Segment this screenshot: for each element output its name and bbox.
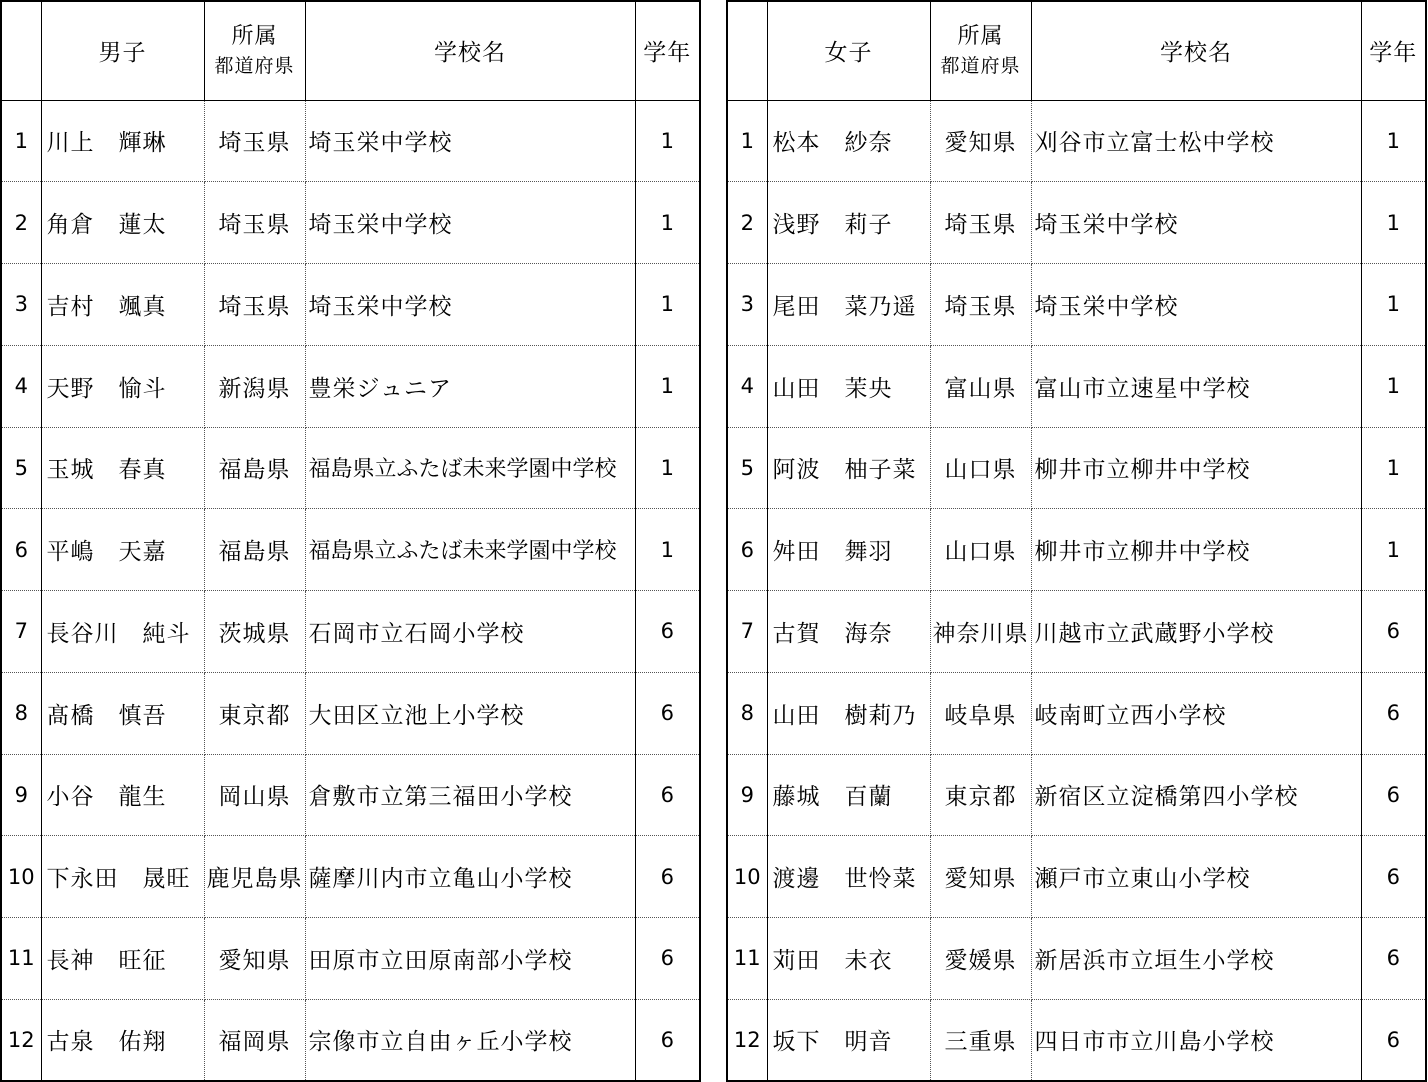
prefecture-header-bottom: 都道府県 bbox=[940, 54, 1021, 77]
prefecture-cell: 山口県 bbox=[930, 427, 1031, 509]
name-cell: 玉城 春真 bbox=[41, 427, 204, 509]
name-cell: 古賀 海奈 bbox=[767, 591, 930, 673]
rank-cell: 1 bbox=[1, 100, 41, 182]
girls-header-label: 女子 bbox=[767, 1, 930, 100]
name-cell: 古泉 佑翔 bbox=[41, 999, 204, 1081]
name-cell: 吉村 颯真 bbox=[41, 264, 204, 346]
table-row bbox=[727, 836, 1426, 918]
table-row bbox=[727, 427, 1426, 509]
grade-cell: 1 bbox=[635, 345, 700, 427]
school-cell: 川越市立武蔵野小学校 bbox=[1031, 591, 1361, 673]
school-cell: 岐南町立西小学校 bbox=[1031, 672, 1361, 754]
table-row bbox=[727, 918, 1426, 1000]
rank-cell: 10 bbox=[1, 836, 41, 918]
school-header: 学校名 bbox=[305, 1, 635, 100]
rank-cell: 3 bbox=[727, 264, 767, 346]
name-cell: 平嶋 天嘉 bbox=[41, 509, 204, 591]
prefecture-cell: 福岡県 bbox=[204, 999, 305, 1081]
school-cell: 刈谷市立富士松中学校 bbox=[1031, 100, 1361, 182]
grade-cell: 1 bbox=[635, 100, 700, 182]
rank-cell: 9 bbox=[1, 754, 41, 836]
boys-ranking-table bbox=[0, 0, 701, 1082]
prefecture-header-top: 所属 bbox=[231, 24, 278, 50]
grade-cell: 6 bbox=[1361, 672, 1426, 754]
grade-cell: 1 bbox=[635, 264, 700, 346]
rank-cell: 1 bbox=[727, 100, 767, 182]
school-cell: 新宿区立淀橋第四小学校 bbox=[1031, 754, 1361, 836]
grade-cell: 1 bbox=[1361, 509, 1426, 591]
name-cell: 川上 輝琳 bbox=[41, 100, 204, 182]
rank-cell: 9 bbox=[727, 754, 767, 836]
grade-cell: 1 bbox=[635, 427, 700, 509]
name-cell: 藤城 百蘭 bbox=[767, 754, 930, 836]
boys-header-label: 男子 bbox=[41, 1, 204, 100]
table-row bbox=[727, 345, 1426, 427]
rank-cell: 3 bbox=[1, 264, 41, 346]
grade-cell: 6 bbox=[660, 1027, 674, 1052]
school-cell: 倉敷市立第三福田小学校 bbox=[305, 754, 635, 836]
school-cell: 福島県立ふたば未来学園中学校 bbox=[305, 509, 635, 591]
grade-cell: 1 bbox=[1361, 264, 1426, 346]
school-cell: 埼玉栄中学校 bbox=[1031, 182, 1361, 264]
grade-cell: 1 bbox=[635, 182, 700, 264]
table-row bbox=[727, 999, 1426, 1081]
table-row bbox=[1, 509, 700, 591]
grade-cell: 1 bbox=[1361, 345, 1426, 427]
grade-header: 学年 bbox=[1361, 1, 1426, 100]
rank-cell: 11 bbox=[1, 918, 41, 1000]
name-cell: 下永田 晟旺 bbox=[41, 836, 204, 918]
table-row bbox=[727, 591, 1426, 673]
prefecture-cell: 愛知県 bbox=[204, 918, 305, 1000]
prefecture-cell: 埼玉県 bbox=[930, 264, 1031, 346]
prefecture-cell: 富山県 bbox=[930, 345, 1031, 427]
prefecture-header bbox=[204, 1, 305, 100]
table-row bbox=[727, 672, 1426, 754]
prefecture-cell: 茨城県 bbox=[204, 591, 305, 673]
grade-cell: 6 bbox=[635, 836, 700, 918]
name-cell: 舛田 舞羽 bbox=[767, 509, 930, 591]
table-row bbox=[727, 509, 1426, 591]
prefecture-cell: 愛媛県 bbox=[930, 918, 1031, 1000]
table-row bbox=[1, 836, 700, 918]
table-row bbox=[1, 182, 700, 264]
school-cell: 大田区立池上小学校 bbox=[305, 672, 635, 754]
table-row bbox=[727, 754, 1426, 836]
header-row bbox=[1, 1, 700, 100]
rank-cell: 8 bbox=[727, 672, 767, 754]
name-cell: 浅野 莉子 bbox=[767, 182, 930, 264]
name-cell: 松本 紗奈 bbox=[767, 100, 930, 182]
rank-cell: 4 bbox=[727, 345, 767, 427]
prefecture-cell: 岐阜県 bbox=[930, 672, 1031, 754]
grade-cell: 6 bbox=[635, 754, 700, 836]
table-row bbox=[1, 264, 700, 346]
rank-cell: 6 bbox=[1, 509, 41, 591]
prefecture-cell: 新潟県 bbox=[204, 345, 305, 427]
name-cell: 長神 旺征 bbox=[41, 918, 204, 1000]
rank-cell: 12 bbox=[1, 999, 41, 1081]
name-cell: 阿波 柚子菜 bbox=[767, 427, 930, 509]
rank-cell: 10 bbox=[727, 836, 767, 918]
school-cell: 新居浜市立垣生小学校 bbox=[1031, 918, 1361, 1000]
prefecture-header-bottom: 都道府県 bbox=[214, 54, 295, 77]
prefecture-cell: 岡山県 bbox=[204, 754, 305, 836]
grade-cell: 6 bbox=[1361, 836, 1426, 918]
rank-cell: 5 bbox=[727, 427, 767, 509]
school-cell: 柳井市立柳井中学校 bbox=[1031, 509, 1361, 591]
grade-cell: 1 bbox=[1361, 427, 1426, 509]
school-cell: 石岡市立石岡小学校 bbox=[305, 591, 635, 673]
name-cell: 天野 愉斗 bbox=[41, 345, 204, 427]
table-row bbox=[1, 427, 700, 509]
table-row bbox=[1, 754, 700, 836]
rank-cell: 7 bbox=[1, 591, 41, 673]
grade-cell: 6 bbox=[1361, 918, 1426, 1000]
school-cell: 宗像市立自由ヶ丘小学校 bbox=[305, 999, 635, 1081]
school-cell: 埼玉栄中学校 bbox=[305, 182, 635, 264]
school-cell: 埼玉栄中学校 bbox=[305, 100, 635, 182]
grade-cell: 6 bbox=[635, 918, 700, 1000]
prefecture-cell: 埼玉県 bbox=[204, 264, 305, 346]
rank-cell: 7 bbox=[727, 591, 767, 673]
table-row bbox=[1, 345, 700, 427]
table-row bbox=[727, 264, 1426, 346]
rank-cell: 6 bbox=[727, 509, 767, 591]
school-cell: 埼玉栄中学校 bbox=[1031, 264, 1361, 346]
school-cell: 豊栄ジュニア bbox=[305, 345, 635, 427]
prefecture-cell: 埼玉県 bbox=[204, 182, 305, 264]
name-cell: 長谷川 純斗 bbox=[41, 591, 204, 673]
grade-header: 学年 bbox=[635, 1, 700, 100]
prefecture-header bbox=[930, 1, 1031, 100]
name-cell: 小谷 龍生 bbox=[41, 754, 204, 836]
grade-cell: 1 bbox=[1361, 182, 1426, 264]
table-row bbox=[1, 999, 700, 1081]
rank-cell: 2 bbox=[727, 182, 767, 264]
name-cell: 角倉 蓮太 bbox=[41, 182, 204, 264]
table-row bbox=[1, 918, 700, 1000]
table-row bbox=[727, 100, 1426, 182]
rank-cell: 2 bbox=[1, 182, 41, 264]
school-cell: 富山市立速星中学校 bbox=[1031, 345, 1361, 427]
grade-cell: 6 bbox=[1361, 754, 1426, 836]
girls-ranking-table bbox=[726, 0, 1427, 1082]
school-cell: 田原市立田原南部小学校 bbox=[305, 918, 635, 1000]
prefecture-cell: 東京都 bbox=[930, 754, 1031, 836]
name-cell: 苅田 未衣 bbox=[767, 918, 930, 1000]
table-row bbox=[1, 591, 700, 673]
table-row bbox=[727, 182, 1426, 264]
prefecture-cell: 埼玉県 bbox=[930, 182, 1031, 264]
rank-header bbox=[727, 1, 767, 100]
prefecture-cell: 山口県 bbox=[930, 509, 1031, 591]
rank-cell: 8 bbox=[1, 672, 41, 754]
grade-cell: 6 bbox=[635, 591, 700, 673]
rank-cell: 12 bbox=[727, 999, 767, 1081]
name-cell: 坂下 明音 bbox=[767, 999, 930, 1081]
prefecture-cell: 神奈川県 bbox=[930, 591, 1031, 673]
prefecture-cell: 東京都 bbox=[204, 672, 305, 754]
prefecture-cell: 埼玉県 bbox=[204, 100, 305, 182]
prefecture-cell: 三重県 bbox=[930, 999, 1031, 1081]
name-cell: 山田 茉央 bbox=[767, 345, 930, 427]
school-cell: 瀬戸市立東山小学校 bbox=[1031, 836, 1361, 918]
prefecture-cell: 愛知県 bbox=[930, 836, 1031, 918]
school-header: 学校名 bbox=[1031, 1, 1361, 100]
grade-cell: 6 bbox=[1361, 591, 1426, 673]
name-cell: 髙橋 慎吾 bbox=[41, 672, 204, 754]
prefecture-cell: 福島県 bbox=[204, 509, 305, 591]
school-cell: 福島県立ふたば未来学園中学校 bbox=[305, 427, 635, 509]
table-row bbox=[1, 672, 700, 754]
prefecture-cell: 愛知県 bbox=[930, 100, 1031, 182]
school-cell: 四日市市立川島小学校 bbox=[1031, 999, 1361, 1081]
name-cell: 尾田 菜乃遥 bbox=[767, 264, 930, 346]
name-cell: 山田 樹莉乃 bbox=[767, 672, 930, 754]
rank-cell: 5 bbox=[1, 427, 41, 509]
grade-cell: 1 bbox=[1361, 100, 1426, 182]
prefecture-cell: 福島県 bbox=[204, 427, 305, 509]
table-row bbox=[1, 100, 700, 182]
grade-cell: 1 bbox=[635, 509, 700, 591]
school-cell: 柳井市立柳井中学校 bbox=[1031, 427, 1361, 509]
header-row bbox=[727, 1, 1426, 100]
rank-cell: 4 bbox=[1, 345, 41, 427]
school-cell: 薩摩川内市立亀山小学校 bbox=[305, 836, 635, 918]
grade-cell: 6 bbox=[635, 672, 700, 754]
name-cell: 渡邊 世怜菜 bbox=[767, 836, 930, 918]
rank-cell: 11 bbox=[727, 918, 767, 1000]
prefecture-cell: 鹿児島県 bbox=[204, 836, 305, 918]
grade-cell: 6 bbox=[1386, 1027, 1400, 1052]
school-cell: 埼玉栄中学校 bbox=[305, 264, 635, 346]
rank-header bbox=[1, 1, 41, 100]
prefecture-header-top: 所属 bbox=[957, 24, 1004, 50]
